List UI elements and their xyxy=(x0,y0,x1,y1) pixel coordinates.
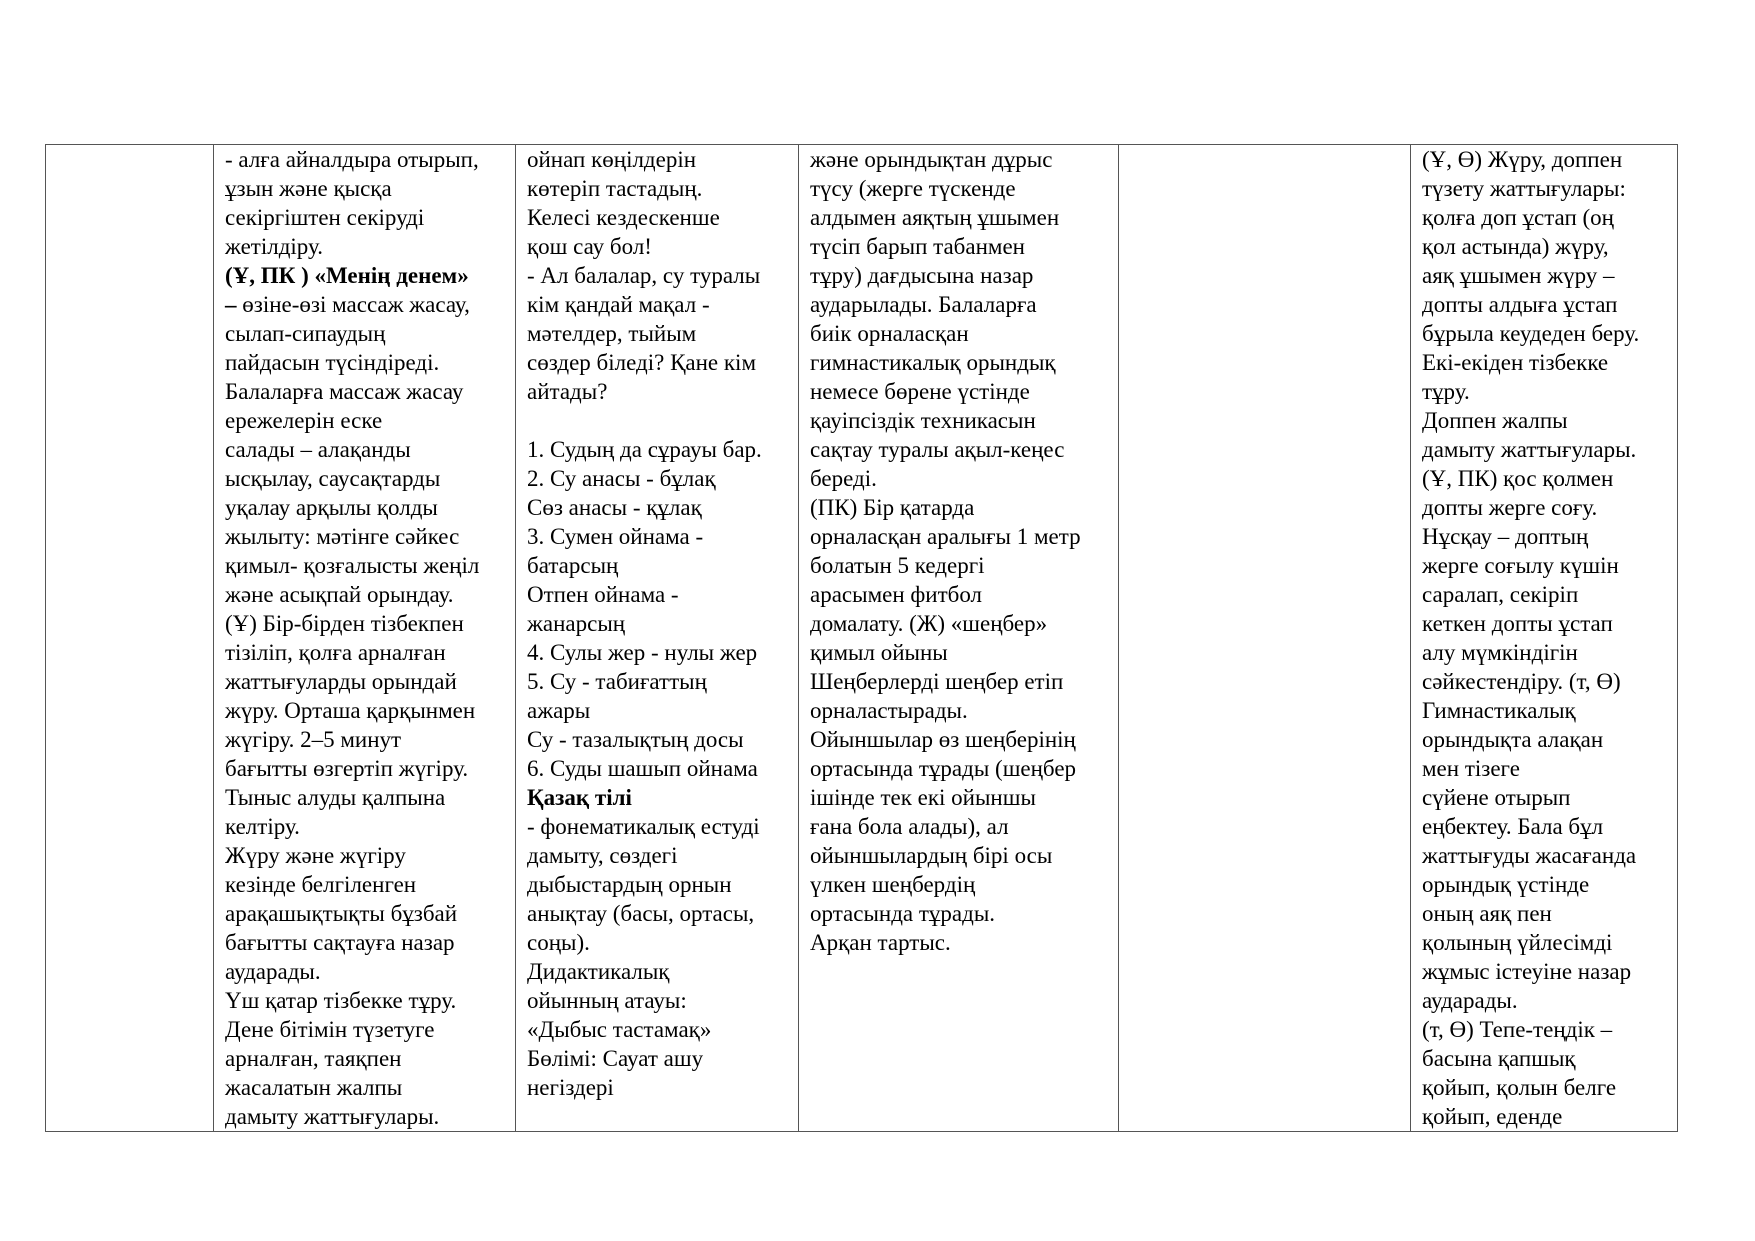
text-line: орналасқан аралығы 1 метр xyxy=(810,524,1081,549)
text-line: сақтау туралы ақыл-кеңес xyxy=(810,437,1065,462)
text-line: береді. xyxy=(810,466,877,491)
text-line: саралап, секіріп xyxy=(1422,582,1579,607)
text-line xyxy=(225,290,511,319)
table-cell-empty-2 xyxy=(1119,145,1411,1132)
text-line: қолының үйлесімді xyxy=(1422,930,1613,955)
text-line: үлкен шеңбердің xyxy=(810,872,976,897)
text-line: соңы). xyxy=(527,930,590,955)
text-line: ортасында тұрады (шеңбер xyxy=(810,756,1077,781)
text-line: қолға доп ұстап (оң xyxy=(1422,205,1614,230)
text-line: аударылады. Балаларға xyxy=(810,292,1037,317)
table-cell-bench-and-games xyxy=(799,145,1119,1132)
text-line: жерге соғылу күшін xyxy=(1422,553,1619,578)
text-line: ойнап көңілдерін xyxy=(527,147,697,172)
text-line: келтіру. xyxy=(225,814,300,839)
text-line-bold-prefix: – xyxy=(225,292,237,317)
text-line: (Ұ, ПК) қос қолмен xyxy=(1422,466,1614,491)
text-line: (Ұ) Бір-бірден тізбекпен xyxy=(225,611,464,636)
text-line: допты алдыға ұстап xyxy=(1422,292,1618,317)
text-line: түсіп барып табанмен xyxy=(810,234,1025,259)
text-line: орналастырады. xyxy=(810,698,968,723)
text-line: Жүру және жүгіру xyxy=(225,843,406,868)
text-line: ұзын және қысқа xyxy=(225,176,392,201)
text-line: жаттығуды жасағанда xyxy=(1422,843,1637,868)
table-cell-physical-exercises xyxy=(214,145,516,1132)
text-line: салады – алақанды xyxy=(225,437,411,462)
text-line: кеткен допты ұстап xyxy=(1422,611,1613,636)
text-line: «Дыбыс тастамақ» xyxy=(527,1017,712,1042)
text-line: допты жерге соғу. xyxy=(1422,495,1598,520)
text-line: бағытты өзгертіп жүгіру. xyxy=(225,756,469,781)
text-line: 5. Су - табиғаттың xyxy=(527,669,707,694)
text-line: 2. Су анасы - бұлақ xyxy=(527,466,716,491)
text-line: басына қапшық xyxy=(1422,1046,1576,1071)
text-line: негіздері xyxy=(527,1075,614,1100)
text-line: жасалатын жалпы xyxy=(225,1075,403,1100)
text-line: Екі-екіден тізбекке xyxy=(1422,350,1609,375)
text-line: Сөз анасы - құлақ xyxy=(527,495,702,520)
text-line: Тыныс алуды қалпына xyxy=(225,785,446,810)
text-line: ережелерін еске xyxy=(225,408,383,433)
text-line: Келесі кездескенше xyxy=(527,205,720,230)
text-line: қауіпсіздік техникасын xyxy=(810,408,1036,433)
text-line: домалату. (Ж) «шеңбер» xyxy=(810,611,1048,636)
text-line: Нұсқау – доптың xyxy=(1422,524,1589,549)
text-line: (Ұ, ПК ) «Менің денем» xyxy=(225,263,469,288)
text-line: 4. Сулы жер - нулы жер xyxy=(527,640,758,665)
text-line: Балаларға массаж жасау xyxy=(225,379,464,404)
text-line: болатын 5 кедергі xyxy=(810,553,985,578)
text-line: мәтелдер, тыйым xyxy=(527,321,697,346)
text-line: дамыту жаттығулары. xyxy=(225,1104,440,1129)
text-line: гимнастикалық орындық xyxy=(810,350,1056,375)
text-line: Шеңберлерді шеңбер етіп xyxy=(810,669,1064,694)
text-line: алу мүмкіндігін xyxy=(1422,640,1578,665)
text-line: түзету жаттығулары: xyxy=(1422,176,1626,201)
text-line: жаттығуларды орындай xyxy=(225,669,457,694)
text-line: аяқ ұшымен жүру – xyxy=(1422,263,1615,288)
text-line: Су - тазалықтың досы xyxy=(527,727,744,752)
text-line: қимыл ойыны xyxy=(810,640,948,665)
text-line: (Ұ, Ө) Жүру, доппен xyxy=(1422,147,1623,172)
text-line: Отпен ойнама - xyxy=(527,582,679,607)
text-line: анықтау (басы, ортасы, xyxy=(527,901,755,926)
text-line-rest: өзіне-өзі массаж жасау, xyxy=(236,292,470,317)
text-line: Бөлімі: Сауат ашу xyxy=(527,1046,704,1071)
text-line: жүгіру. 2–5 минут xyxy=(225,727,402,752)
text-line: биік орналасқан xyxy=(810,321,969,346)
text-line: тұру. xyxy=(1422,379,1470,404)
text-line: секіргіштен секіруді xyxy=(225,205,425,230)
text-line: арасымен фитбол xyxy=(810,582,983,607)
text-line: (т, Ө) Тепе-теңдік – xyxy=(1422,1017,1613,1042)
text-line: Үш қатар тізбекке тұру. xyxy=(225,988,457,1013)
text-line: Гимнастикалық xyxy=(1422,698,1576,723)
text-line: оның аяқ пен xyxy=(1422,901,1552,926)
text-line: - алға айналдыра отырып, xyxy=(225,147,479,172)
text-line: 1. Судың да сұрауы бар. xyxy=(527,437,762,462)
text-line: сәйкестендіру. (т, Ө) xyxy=(1422,669,1621,694)
text-line: орындық үстінде xyxy=(1422,872,1590,897)
text-line: кезінде белгіленген xyxy=(225,872,417,897)
text-line: ажары xyxy=(527,698,591,723)
text-line: көтеріп тастадың. xyxy=(527,176,703,201)
text-line: - Ал балалар, су туралы xyxy=(527,263,761,288)
text-line: ойыншылардың бірі осы xyxy=(810,843,1053,868)
text-line: жанарсың xyxy=(527,611,626,636)
text-line: сылап-сипаудың xyxy=(225,321,386,346)
text-line: мен тізеге xyxy=(1422,756,1520,781)
text-line: және асықпай орындау. xyxy=(225,582,454,607)
text-line: жүру. Орташа қарқынмен xyxy=(225,698,476,723)
text-line: дамыту жаттығулары. xyxy=(1422,437,1637,462)
text-line: жетілдіру. xyxy=(225,234,323,259)
lesson-plan-table xyxy=(45,144,1678,1132)
text-line: дыбыстардың орнын xyxy=(527,872,732,897)
text-line: айтады? xyxy=(527,379,608,404)
text-line: қол астында) жүру, xyxy=(1422,234,1609,259)
text-line: қош сау бол! xyxy=(527,234,652,259)
text-line: Арқан тартыс. xyxy=(810,930,951,955)
table-row xyxy=(46,145,1678,1132)
text-line: Ойыншылар өз шеңберінің xyxy=(810,727,1076,752)
text-line: Доппен жалпы xyxy=(1422,408,1568,433)
text-line: сөздер біледі? Қане кім xyxy=(527,350,757,375)
text-line: немесе бөрене үстінде xyxy=(810,379,1030,404)
text-line: батарсың xyxy=(527,553,619,578)
text-line: аударады. xyxy=(1422,988,1518,1013)
table-cell-ball-exercises xyxy=(1411,145,1678,1132)
text-line: Дене бітімін түзетуге xyxy=(225,1017,435,1042)
text-line: бұрыла кеудеден беру. xyxy=(1422,321,1640,346)
text-line: қойып, еденде xyxy=(1422,1104,1563,1129)
text-line: кім қандай мақал - xyxy=(527,292,710,317)
text-line: (ПК) Бір қатарда xyxy=(810,495,975,520)
text-line: 6. Суды шашып ойнама xyxy=(527,756,758,781)
text-line: бағытты сақтауға назар xyxy=(225,930,455,955)
text-line: арналған, таяқпен xyxy=(225,1046,402,1071)
text-line: уқалау арқылы қолды xyxy=(225,495,438,520)
text-line: алдымен аяқтың ұшымен xyxy=(810,205,1060,230)
text-line: орындықта алақан xyxy=(1422,727,1604,752)
text-line: - фонематикалық естуді xyxy=(527,814,760,839)
text-line: тұру) дағдысына назар xyxy=(810,263,1034,288)
text-line: еңбектеу. Бала бұл xyxy=(1422,814,1604,839)
text-line: сүйене отырып xyxy=(1422,785,1571,810)
text-line: тізіліп, қолға арналған xyxy=(225,640,446,665)
text-line: дамыту, сөздегі xyxy=(527,843,678,868)
text-line: Дидактикалық xyxy=(527,959,670,984)
text-line: жылыту: мәтінге сәйкес xyxy=(225,524,460,549)
table-cell-proverbs-kazakh-language xyxy=(516,145,799,1132)
text-line: 3. Сумен ойнама - xyxy=(527,524,704,549)
text-line: түсу (жерге түскенде xyxy=(810,176,1016,201)
text-line: пайдасын түсіндіреді. xyxy=(225,350,440,375)
text-line: және орындықтан дұрыс xyxy=(810,147,1053,172)
text-line: ғана бола алады), ал xyxy=(810,814,1009,839)
text-line: ойынның атауы: xyxy=(527,988,687,1013)
text-line: аударады. xyxy=(225,959,321,984)
text-line: ортасында тұрады. xyxy=(810,901,996,926)
text-line: жұмыс істеуіне назар xyxy=(1422,959,1632,984)
text-line: қимыл- қозғалысты жеңіл xyxy=(225,553,480,578)
text-line: ішінде тек екі ойыншы xyxy=(810,785,1036,810)
text-line: қойып, қолын белге xyxy=(1422,1075,1617,1100)
text-line: ысқылау, саусақтарды xyxy=(225,466,441,491)
text-line: арақашықтықты бұзбай xyxy=(225,901,458,926)
text-line: Қазақ тілі xyxy=(527,785,632,810)
table-cell-empty-1 xyxy=(46,145,214,1132)
text-line xyxy=(527,406,794,435)
